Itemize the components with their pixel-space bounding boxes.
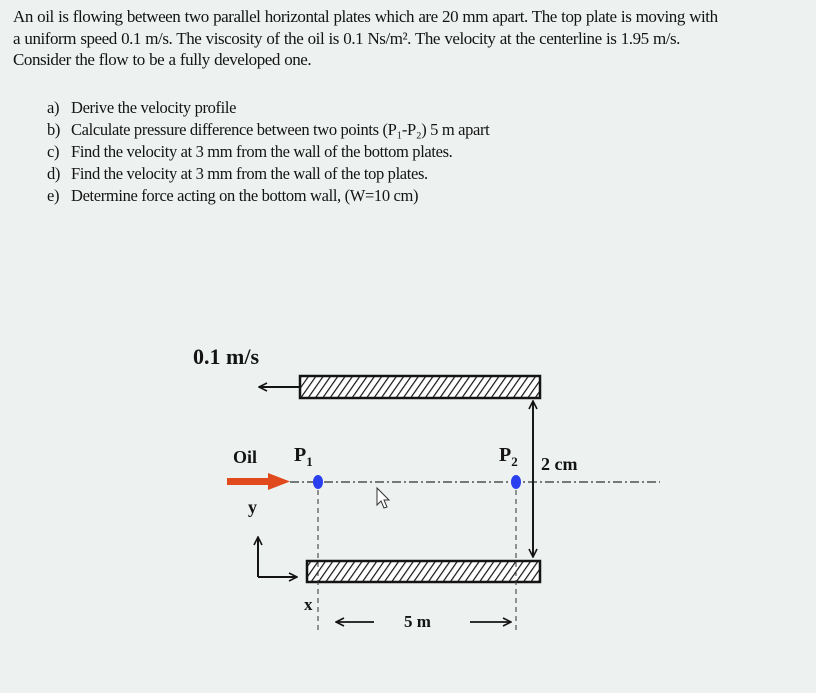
task-label: e): [47, 186, 60, 205]
problem-line: An oil is flowing between two parallel horizontal plates which are 20 mm apart. The top plate is moving with: [13, 7, 718, 26]
y-axis-label: y: [248, 497, 257, 517]
p2-label: $P_2$: [499, 444, 518, 469]
gap-label: 2 cm: [541, 454, 578, 474]
point-p2: [511, 475, 521, 489]
task-text: Derive the velocity profile: [71, 98, 237, 117]
problem-line: Consider the flow to be a fully developed one.: [13, 50, 312, 69]
task-label: b): [47, 120, 61, 139]
task-label: c): [47, 142, 60, 161]
task-text: Find the velocity at 3 mm from the wall of the top plates.: [71, 164, 428, 183]
mouse-cursor-icon: [377, 488, 389, 508]
plate-speed-label: 0.1 m/s: [193, 344, 259, 369]
oil-label: Oil: [233, 447, 258, 467]
task-label: a): [47, 98, 60, 117]
task-label: d): [47, 164, 61, 183]
distance-label: 5 m: [404, 612, 431, 631]
x-axis-label: x: [304, 595, 313, 614]
top-plate: [300, 376, 540, 398]
flow-arrow: [227, 473, 290, 490]
task-text: Find the velocity at 3 mm from the wall of the bottom plates.: [71, 142, 453, 161]
task-text: Calculate pressure difference between two points (P₁-P₂) 5 m apart: [71, 120, 490, 139]
task-text: Determine force acting on the bottom wall, (W=10 cm): [71, 186, 419, 205]
p1-label: $P_1$: [294, 444, 313, 469]
bottom-plate: [307, 561, 540, 582]
point-p1: [313, 475, 323, 489]
problem-line: a uniform speed 0.1 m/s. The viscosity of the oil is 0.1 Ns/m². The velocity at the centerline is 1.95 m/s.: [13, 28, 680, 48]
